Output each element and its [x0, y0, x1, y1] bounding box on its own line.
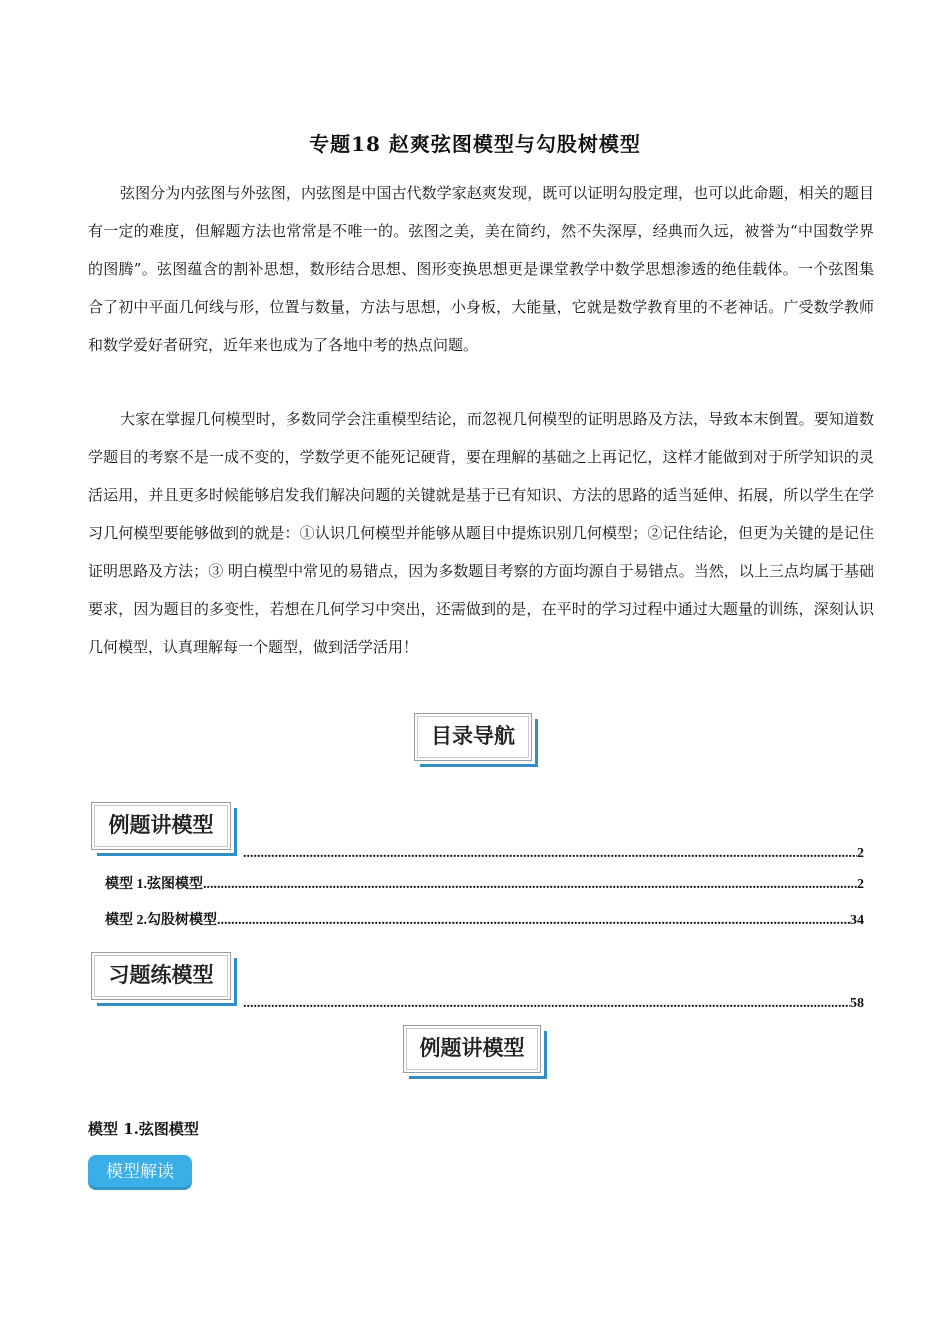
toc-entry-label: 模型 2.勾股树模型 [105, 913, 217, 928]
toc-entry-model-2[interactable] [105, 909, 864, 929]
toc-practice-heading[interactable]: 习题练模型 [91, 952, 231, 1000]
section-example-heading: 例题讲模型 [403, 1025, 541, 1073]
toc-leader-dots [243, 846, 857, 862]
toc-leader-dots [243, 996, 850, 1012]
intro-paragraph-1: 弦图分为内弦图与外弦图，内弦图是中国古代数学家赵爽发现，既可以证明勾股定理，也可以此命题，相关的题目有一定的难度，但解题方法也常常是不唯一的。弦图之美，美在简约，然不失深厚，经典而久远，被誉为“中国数学界的图腾”。弦图蕴含的割补思想，数形结合思想、图形变换思想更是课堂教学中数学思想渗透的绝佳载体。一个弦图集合了初中平面几何线与形，位置与数量，方法与思想，小身板，大能量，它就是数学教育里的不老神话。广受数学教师和数学爱好者研究，近年来也成为了各地中考的热点问题。 [88, 184, 874, 354]
toc-entry-model-1[interactable] [105, 873, 864, 893]
toc-leader-dots [217, 913, 850, 929]
toc-entry-page: 2 [857, 846, 864, 861]
document-title: 专题18 赵爽弦图模型与勾股树模型 [309, 132, 641, 156]
toc-entry-page: 34 [850, 913, 864, 928]
toc-example-heading[interactable]: 例题讲模型 [91, 802, 231, 850]
toc-entry-practice[interactable] [243, 996, 864, 1012]
toc-entry-page: 2 [857, 877, 864, 892]
model-interpretation-badge: 模型解读 [88, 1155, 192, 1190]
toc-nav-heading: 目录导航 [414, 713, 532, 761]
toc-entry-label: 模型 1.弦图模型 [105, 877, 203, 892]
toc-entry-page: 58 [850, 996, 864, 1011]
toc-leader-dots [203, 877, 857, 893]
toc-entry-examples[interactable] [243, 846, 864, 862]
intro-paragraph-2: 大家在掌握几何模型时，多数同学会注重模型结论，而忽视几何模型的证明思路及方法，导致本末倒置。要知道数学题目的考察不是一成不变的，学数学更不能死记硬背，要在理解的基础之上再记忆，这样才能做到对于所学知识的灵活运用，并且更多时候能够启发我们解决问题的关键就是基于已有知识、方法的思路的适当延伸、拓展，所以学生在学习几何模型要能够做到的就是：①认识几何模型并能够从题目中提炼识别几何模型；②记住结论，但更为关键的是记住证明思路及方法；③ 明白模型中常见的易错点，因为多数题目考察的方面均源自于易错点。当然，以上三点均属于基础要求，因为题目的多变性，若想在几何学习中突出，还需做到的是，在平时的学习过程中通过大题量的训练，深刻认识几何模型，认真理解每一个题型，做到活学活用！ [88, 410, 874, 656]
model-1-heading: 模型 1.弦图模型 [88, 1120, 199, 1138]
